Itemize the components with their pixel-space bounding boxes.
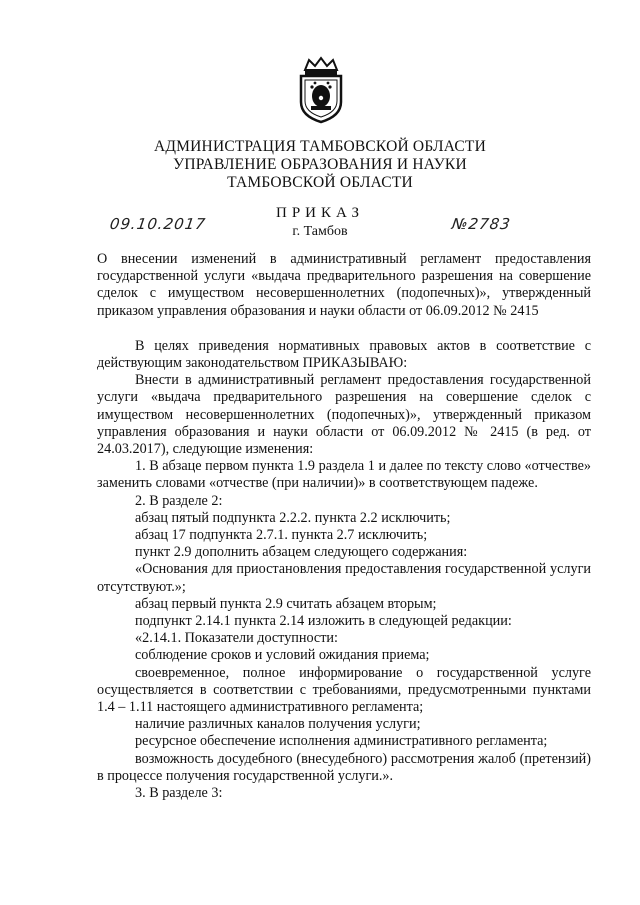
list-item: абзац 17 подпункта 2.7.1. пункта 2.7 исключить; (135, 527, 428, 544)
paragraph-amend-regulation: Внести в административный регламент предоставления государственной услуги «выдача предварительного разрешения на совершение сделок с имуществом несовершеннолетних (подопечных)», утвержденный приказом управления образования и науки области от 06.09.2012 № 2415 (в ред. от 24.03.2017), следующие изменения: (97, 372, 591, 458)
paragraph-item-1: 1. В абзаце первом пункта 1.9 раздела 1 и далее по тексту слово «отчестве» заменить словами «отчестве (при наличии)» в соответствующем падеже. (97, 458, 591, 492)
handwritten-number: №2783 (450, 215, 513, 233)
list-item: ресурсное обеспечение исполнения административного регламента; (135, 733, 548, 750)
list-item: «2.14.1. Показатели доступности: (135, 630, 338, 647)
paragraph-preamble: В целях приведения нормативных правовых актов в соответствие с действующим законодательством ПРИКАЗЫВАЮ: (97, 337, 591, 372)
order-title: ПРИКАЗ (276, 205, 364, 221)
order-city: г. Тамбов (292, 224, 348, 239)
list-item: пункт 2.9 дополнить абзацем следующего содержания: (135, 544, 468, 561)
agency-header (0, 138, 640, 192)
list-item: соблюдение сроков и условий ожидания приема; (135, 647, 430, 664)
list-item: абзац первый пункта 2.9 считать абзацем вторым; (135, 595, 437, 612)
handwritten-date: 09.10.2017 (108, 215, 208, 233)
list-item: абзац пятый подпункта 2.2.2. пункта 2.2 исключить; (135, 509, 451, 526)
paragraph-item-3: 3. В разделе 3: (135, 785, 223, 802)
list-item: возможность досудебного (внесудебного) рассмотрения жалоб (претензий) в процессе получения государственной услуги.». (97, 750, 591, 784)
header-line-2: УПРАВЛЕНИЕ ОБРАЗОВАНИЯ И НАУКИ (173, 156, 467, 173)
list-item: «Основания для приостановления предоставления государственной услуги отсутствуют.»; (97, 561, 591, 595)
header-line-1: АДМИНИСТРАЦИЯ ТАМБОВСКОЙ ОБЛАСТИ (154, 138, 486, 155)
document-body (97, 251, 591, 802)
list-item: подпункт 2.14.1 пункта 2.14 изложить в следующей редакции: (135, 613, 512, 630)
list-item: своевременное, полное информирование о государственной услуге осуществляется в соответствии с требованиями, предусмотренными пунктами 1.4 – 1.11 настоящего административного регламента; (97, 664, 591, 716)
order-subject: О внесении изменений в административный регламент предоставления государственной услуги «выдача предварительного разрешения на совершение сделок с имуществом несовершеннолетних (подопечных)», утвержденный приказом управления образования и науки области от 06.09.2012 № 2415 (97, 251, 591, 319)
tambov-coat-of-arms-icon (295, 56, 347, 124)
header-line-3: ТАМБОВСКОЙ ОБЛАСТИ (227, 174, 413, 191)
list-item: наличие различных каналов получения услуги; (135, 716, 421, 733)
paragraph-item-2: 2. В разделе 2: (135, 492, 223, 509)
